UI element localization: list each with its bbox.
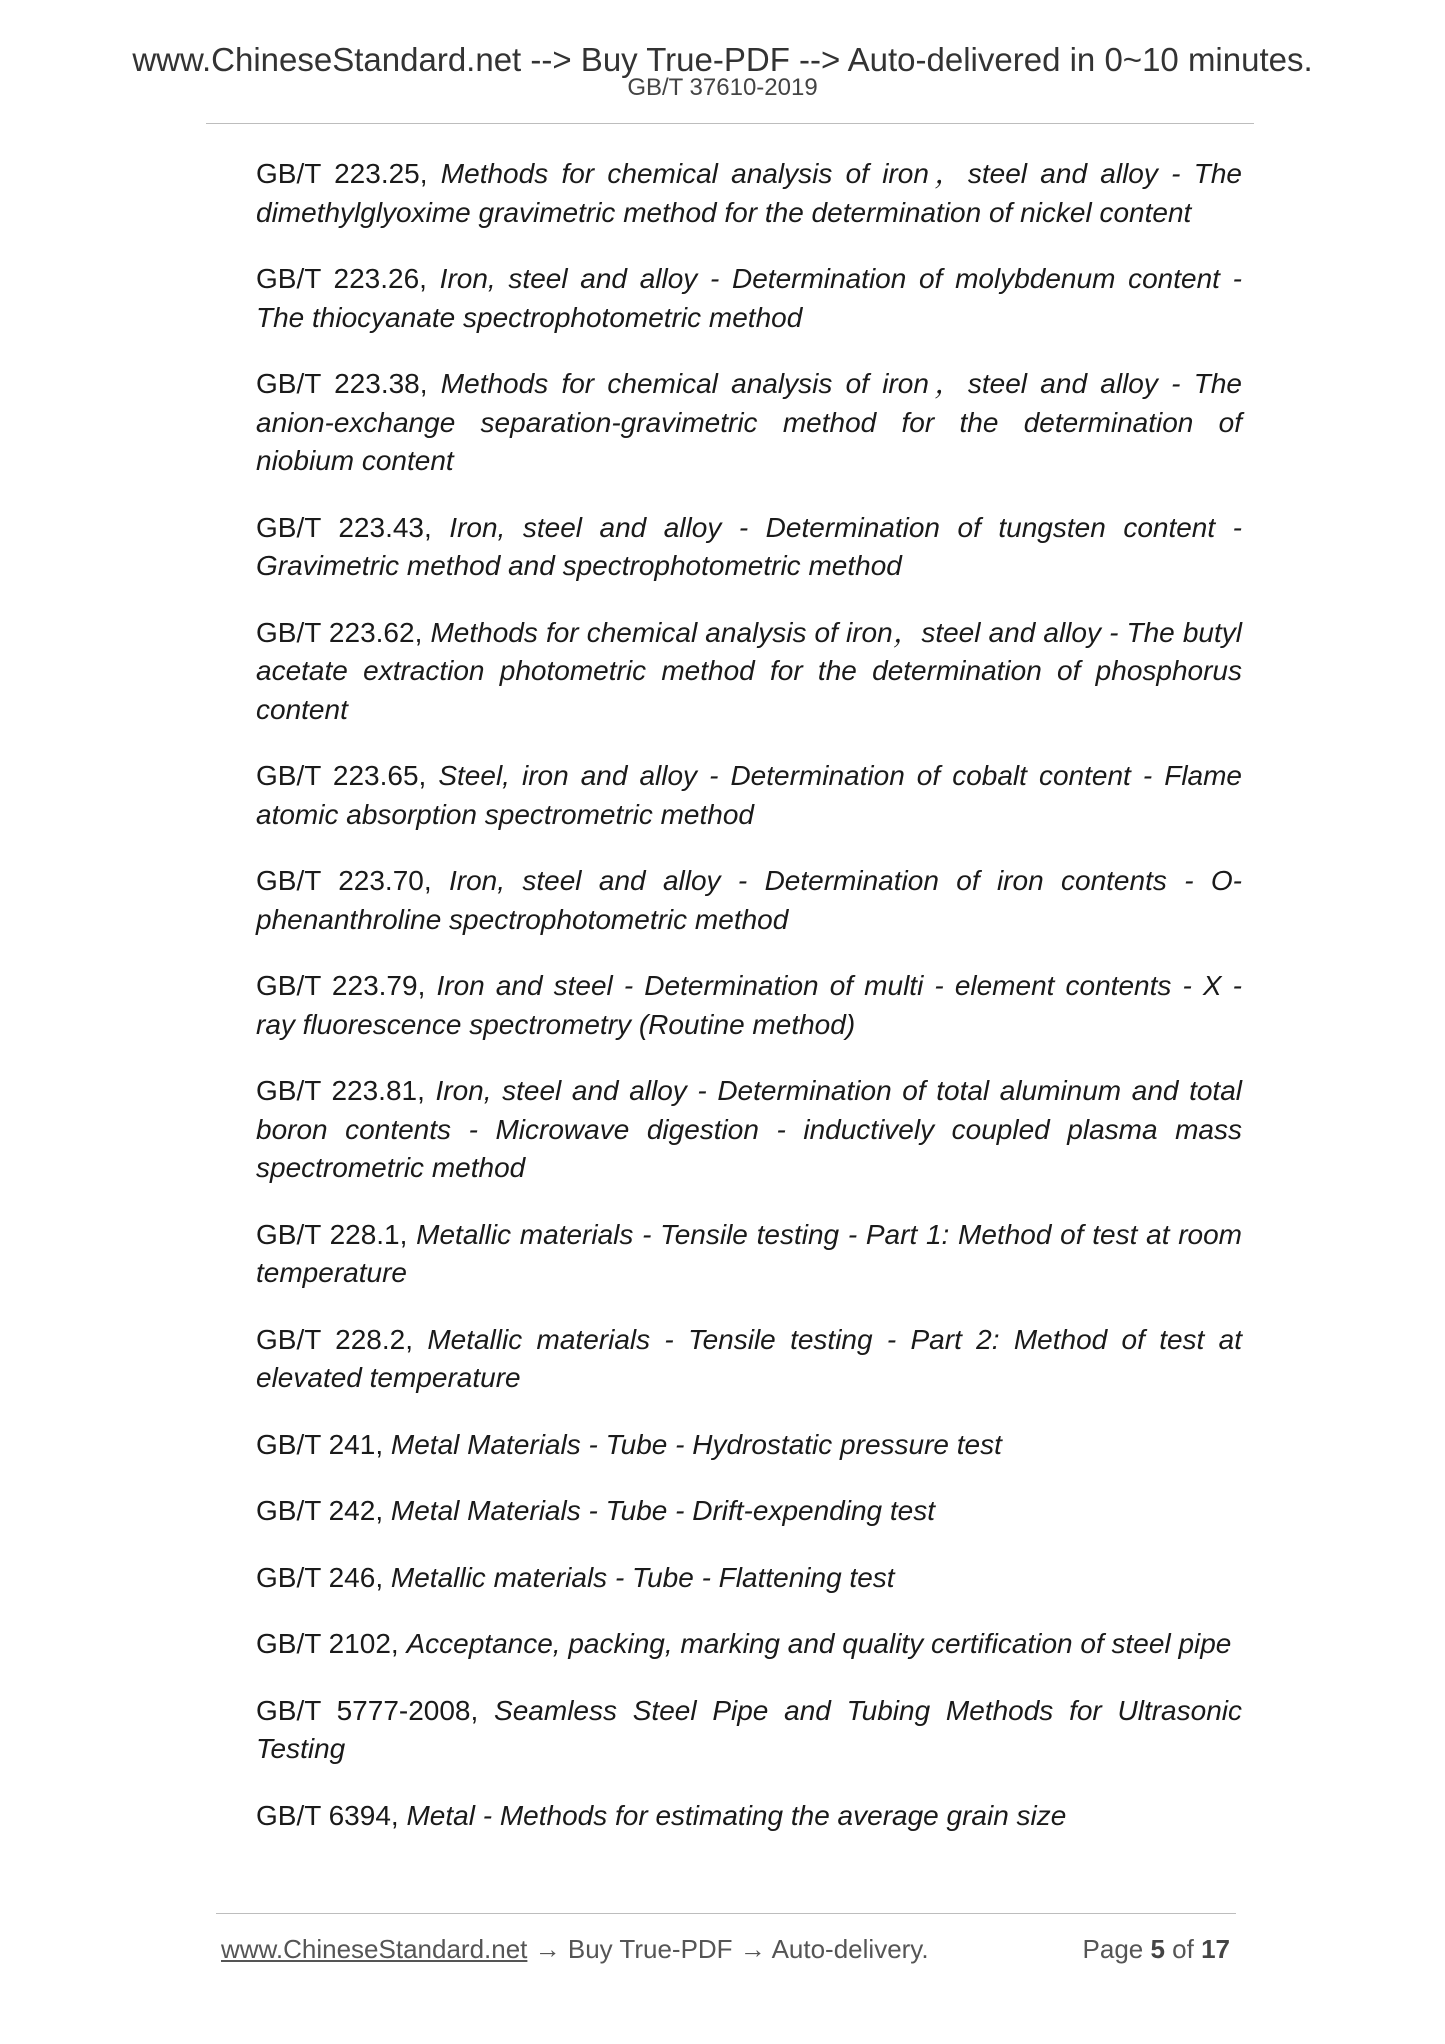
reference-code: GB/T 5777-2008, bbox=[256, 1694, 495, 1726]
reference-item bbox=[256, 260, 1242, 337]
normative-references-list bbox=[256, 155, 1242, 1863]
reference-title: Iron, steel and alloy - Determination of iron contents - O-phenanthroline spectrophotometric method bbox=[256, 865, 1243, 935]
reference-item bbox=[256, 1559, 1242, 1598]
reference-title: Metallic materials - Tensile testing - Part 2: Method of test at elevated temperature bbox=[256, 1323, 1242, 1393]
reference-title: Methods for chemical analysis of iron，steel and alloy - The butyl acetate extraction photometric method for the determination of phosphorus content bbox=[256, 616, 1242, 725]
reference-title: Metal Materials - Tube - Drift-expending test bbox=[390, 1495, 936, 1526]
reference-item bbox=[256, 1216, 1242, 1293]
reference-code: GB/T 223.81, bbox=[256, 1075, 436, 1106]
reference-title: Methods for chemical analysis of iron，steel and alloy - The dimethylglyoxime gravimetric method for the determination of nickel content bbox=[256, 158, 1242, 228]
reference-code: GB/T 223.79, bbox=[256, 970, 437, 1001]
reference-item bbox=[256, 1321, 1242, 1398]
reference-item bbox=[256, 1625, 1242, 1664]
reference-item bbox=[256, 614, 1242, 730]
reference-item bbox=[256, 862, 1242, 939]
reference-code: GB/T 228.1, bbox=[256, 1218, 417, 1250]
reference-code: GB/T 223.43, bbox=[256, 511, 450, 543]
reference-item bbox=[256, 365, 1242, 481]
footer-tagline: → Buy True-PDF → Auto-delivery. bbox=[527, 1934, 929, 1964]
reference-title: Iron, steel and alloy - Determination of molybdenum content - The thiocyanate spectrophotometric method bbox=[256, 263, 1242, 333]
page-indicator bbox=[1083, 1933, 1230, 1965]
reference-code: GB/T 228.2, bbox=[256, 1323, 428, 1355]
footer-promo bbox=[221, 1933, 929, 1965]
header-divider bbox=[206, 123, 1254, 124]
footer-divider bbox=[216, 1913, 1236, 1914]
reference-title: Metallic materials - Tube - Flattening test bbox=[390, 1561, 895, 1593]
total-pages-number: 17 bbox=[1201, 1934, 1230, 1964]
page-label: Page bbox=[1082, 1934, 1151, 1964]
reference-title: Metal - Methods for estimating the average grain size bbox=[406, 1799, 1067, 1831]
reference-item bbox=[256, 757, 1242, 834]
current-page-number: 5 bbox=[1150, 1934, 1165, 1964]
reference-code: GB/T 241, bbox=[256, 1428, 391, 1460]
reference-title: Iron, steel and alloy - Determination of tungsten content - Gravimetric method and spectrophotometric method bbox=[256, 511, 1243, 581]
reference-code: GB/T 242, bbox=[256, 1495, 391, 1526]
page-of-label: of bbox=[1164, 1934, 1202, 1964]
reference-item bbox=[256, 1692, 1242, 1769]
reference-title: Metal Materials - Tube - Hydrostatic pressure test bbox=[390, 1428, 1002, 1460]
reference-item bbox=[256, 967, 1242, 1044]
reference-code: GB/T 223.65, bbox=[256, 760, 439, 791]
reference-item bbox=[256, 1072, 1242, 1188]
reference-title: Steel, iron and alloy - Determination of cobalt content - Flame atomic absorption spectrometric method bbox=[256, 760, 1243, 830]
reference-code: GB/T 2102, bbox=[256, 1628, 407, 1659]
reference-title: Seamless Steel Pipe and Tubing Methods for Ultrasonic Testing bbox=[256, 1694, 1242, 1764]
reference-code: GB/T 223.25, bbox=[256, 158, 441, 189]
reference-code: GB/T 6394, bbox=[256, 1799, 407, 1831]
reference-item bbox=[256, 155, 1242, 232]
footer-site-link[interactable]: www.ChineseStandard.net bbox=[221, 1934, 528, 1964]
reference-item bbox=[256, 509, 1242, 586]
reference-code: GB/T 223.26, bbox=[256, 263, 440, 294]
reference-title: Methods for chemical analysis of iron，steel and alloy - The anion-exchange separation-gravimetric method for the determination of niobium content bbox=[256, 368, 1242, 476]
reference-title: Iron and steel - Determination of multi - element contents - X - ray fluorescence spectrometry (Routine method) bbox=[256, 970, 1243, 1040]
reference-title: Metallic materials - Tensile testing - Part 1: Method of test at room temperature bbox=[256, 1218, 1242, 1288]
reference-title: Iron, steel and alloy - Determination of total aluminum and total boron contents - Microwave digestion - inductively coupled plasma mass spectrometric method bbox=[256, 1075, 1242, 1183]
reference-code: GB/T 246, bbox=[256, 1561, 391, 1593]
reference-code: GB/T 223.70, bbox=[256, 865, 449, 896]
reference-item bbox=[256, 1492, 1242, 1531]
top-banner: www.ChineseStandard.net --> Buy True-PDF --> Auto-delivered in 0~10 minutes. bbox=[132, 41, 1313, 78]
document-code: GB/T 37610-2019 bbox=[627, 74, 818, 101]
reference-code: GB/T 223.38, bbox=[256, 368, 441, 399]
reference-item bbox=[256, 1426, 1242, 1465]
reference-title: Acceptance, packing, marking and quality certification of steel pipe bbox=[406, 1628, 1232, 1659]
reference-item bbox=[256, 1797, 1242, 1836]
reference-code: GB/T 223.62, bbox=[256, 616, 431, 648]
